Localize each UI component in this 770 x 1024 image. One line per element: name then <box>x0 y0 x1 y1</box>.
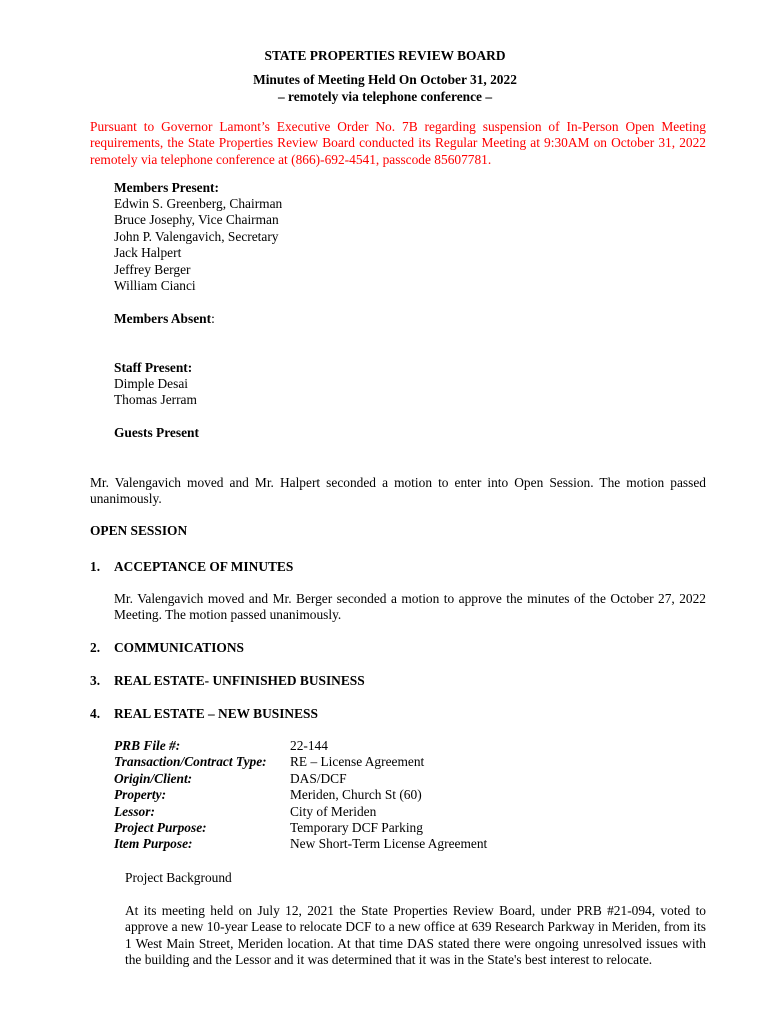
staff-present-heading: Staff Present: <box>114 360 193 375</box>
members-absent <box>114 311 215 327</box>
members-absent-colon: : <box>211 311 215 326</box>
guests-present-heading: Guests Present <box>114 425 199 440</box>
members-absent-heading: Members Absent <box>114 311 212 326</box>
prb-value: City of Meriden <box>290 803 377 819</box>
prb-row <box>114 754 534 770</box>
staff-name: Dimple Desai <box>114 376 189 391</box>
prb-label: Transaction/Contract Type: <box>114 754 267 770</box>
section-number: 3. <box>90 673 101 688</box>
prb-label: PRB File #: <box>114 738 181 753</box>
prb-label: Item Purpose: <box>114 836 193 852</box>
staff-present-list <box>114 376 197 409</box>
members-present-list <box>114 196 282 294</box>
open-session-heading: OPEN SESSION <box>90 523 188 538</box>
section-title: REAL ESTATE – NEW BUSINESS <box>114 706 318 721</box>
section-number: 1. <box>90 559 101 574</box>
project-background-paragraph: At its meeting held on July 12, 2021 the State Properties Review Board, under PRB #21-094, voted to approve a new 10-year Lease to relocate DCF to a new office at 639 Research Parkway in Meriden, from its 1 West Main Street, Meriden location. At that time DAS stated there were ongoing unresolved issues with the building and the Lessor and it was determined that it was in the State's best interest to relocate. <box>125 903 706 968</box>
prb-label: Origin/Client: <box>114 770 193 786</box>
section-title: ACCEPTANCE OF MINUTES <box>114 559 294 574</box>
document-subtitle: Minutes of Meeting Held On October 31, 2022 <box>253 72 517 87</box>
member-name: Jeffrey Berger <box>114 261 191 277</box>
prb-value: RE – License Agreement <box>290 754 425 770</box>
minutes-paragraph: Mr. Valengavich moved and Mr. Berger seconded a motion to approve the minutes of the October 27, 2022 Meeting. The motion passed unanimously. <box>114 591 706 623</box>
prb-row <box>114 738 534 754</box>
prb-value: 22-144 <box>290 738 328 753</box>
prb-row <box>114 771 534 787</box>
prb-value: DAS/DCF <box>290 770 347 786</box>
member-name: Edwin S. Greenberg, Chairman <box>114 196 283 211</box>
section-title: REAL ESTATE- UNFINISHED BUSINESS <box>114 673 365 688</box>
intro-paragraph: Pursuant to Governor Lamont’s Executive Order No. 7B regarding suspension of In-Person Open Meeting requirements, the State Properties Review Board conducted its Regular Meeting at 9:30AM on October 31, 2022 remotely via telephone conference at (866)-692-4541, passcode 85607781. <box>90 119 706 167</box>
prb-details-table <box>114 738 534 853</box>
staff-name: Thomas Jerram <box>114 392 197 408</box>
member-name: William Cianci <box>114 278 196 294</box>
prb-value: New Short-Term License Agreement <box>290 836 488 852</box>
document-title: STATE PROPERTIES REVIEW BOARD <box>264 48 506 63</box>
member-name: Jack Halpert <box>114 245 182 261</box>
document-subtitle-remote: – remotely via telephone conference – <box>277 89 493 104</box>
members-present-heading: Members Present: <box>114 180 219 195</box>
open-session-motion: Mr. Valengavich moved and Mr. Halpert seconded a motion to enter into Open Session. The motion passed unanimously. <box>90 475 706 507</box>
prb-row <box>114 804 534 820</box>
prb-value: Temporary DCF Parking <box>290 819 423 835</box>
prb-label: Lessor: <box>114 803 155 819</box>
project-background-heading: Project Background <box>125 870 232 885</box>
section-number: 4. <box>90 706 101 721</box>
prb-label: Project Purpose: <box>114 819 207 835</box>
member-name: John P. Valengavich, Secretary <box>114 228 279 244</box>
prb-label: Property: <box>114 787 167 803</box>
prb-value: Meriden, Church St (60) <box>290 787 422 803</box>
prb-row <box>114 787 534 803</box>
section-number: 2. <box>90 640 101 655</box>
member-name: Bruce Josephy, Vice Chairman <box>114 212 279 228</box>
section-title: COMMUNICATIONS <box>114 640 244 655</box>
prb-row <box>114 836 534 852</box>
prb-row <box>114 820 534 836</box>
